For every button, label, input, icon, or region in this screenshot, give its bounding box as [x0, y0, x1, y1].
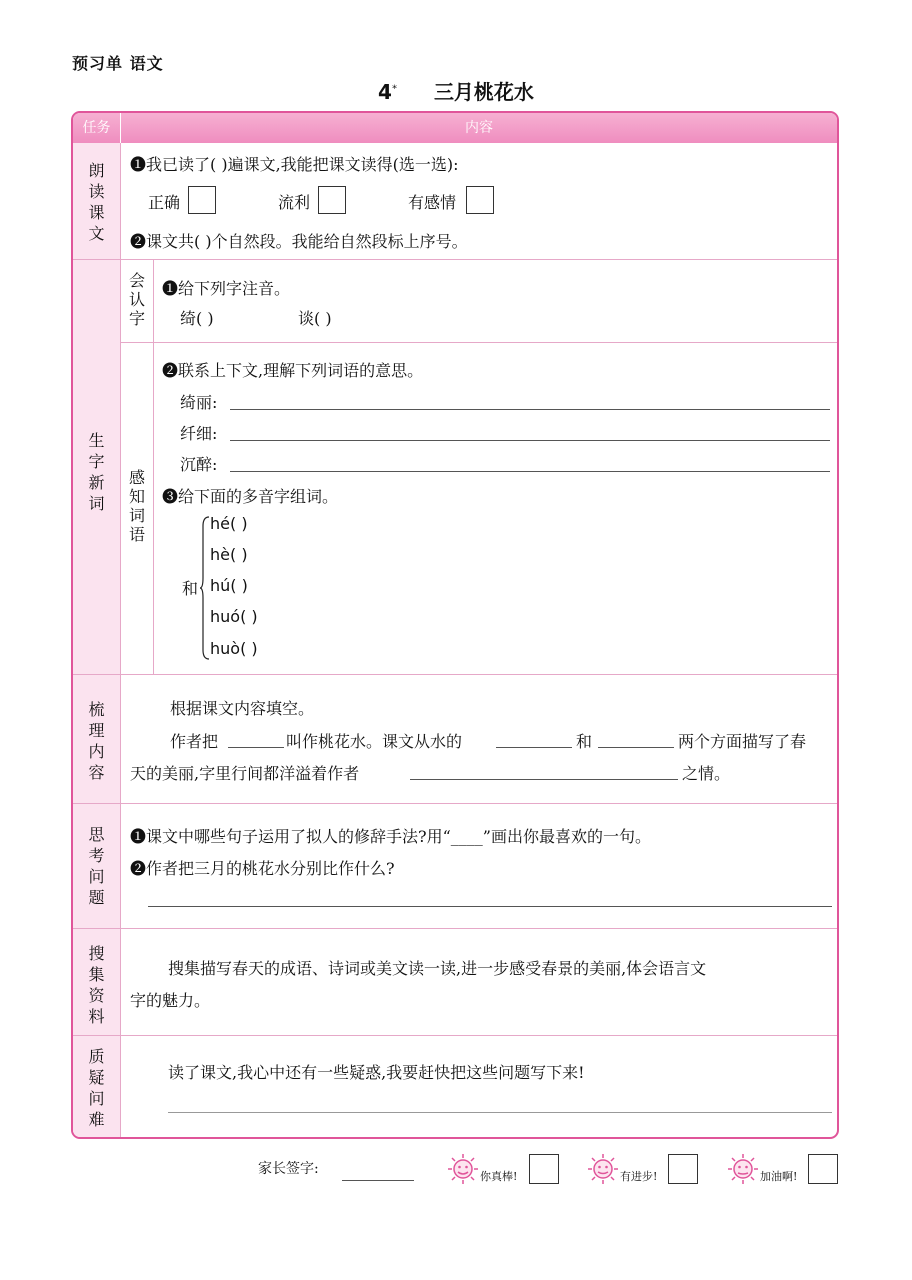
sort-line3-part2: 之情。: [682, 764, 731, 783]
smiley-sun-icon: [586, 1152, 620, 1186]
column-header-task: 任务: [73, 113, 121, 143]
word-chenzui-line[interactable]: [230, 471, 830, 472]
question-answer-line[interactable]: [168, 1112, 832, 1113]
task-label-reading: 朗 读 课 文: [88, 161, 105, 243]
sublabel-perceive: 感 知 词 语: [128, 468, 145, 544]
reading-question-1: ❶我已读了( )遍课文,我能把课文读得(选一选):: [130, 155, 459, 174]
blank-aspect-2[interactable]: [598, 747, 674, 748]
collect-line1: 搜集描写春天的成语、诗词或美文读一读,进一步感受春景的美丽,体会语言文: [168, 959, 707, 978]
reading-huo2[interactable]: huó( ): [210, 607, 258, 626]
option-emotion-label: 有感情: [408, 193, 457, 212]
reading-hu2[interactable]: hú( ): [210, 576, 248, 595]
sublabel-recognize: 会 认 字: [128, 271, 145, 328]
polyphone-char: 和: [182, 579, 199, 598]
worksheet-table: [71, 111, 839, 1139]
option-correct-label: 正确: [148, 193, 181, 212]
meaning-question: ❷联系上下文,理解下列词语的意思。: [162, 361, 424, 380]
sort-line2-part1: 作者把: [170, 732, 219, 751]
task-label-question: 质 疑 问 难: [88, 1047, 105, 1129]
word-xianxi: 纤细:: [180, 424, 218, 443]
blank-feeling[interactable]: [410, 779, 678, 780]
blank-name[interactable]: [228, 747, 284, 748]
rating-cheer-box[interactable]: [808, 1154, 838, 1184]
sort-line2-part2: 叫作桃花水。课文从水的: [286, 732, 463, 751]
sort-line2-part4: 两个方面描写了春: [678, 732, 807, 751]
reading-huo4[interactable]: huò( ): [210, 639, 258, 658]
word-qili: 绮丽:: [180, 393, 218, 412]
smiley-sun-icon: [446, 1152, 480, 1186]
column-header-content: 内容: [121, 113, 837, 143]
blank-aspect-1[interactable]: [496, 747, 572, 748]
sort-line3-part1: 天的美丽,字里行间都洋溢着作者: [130, 764, 360, 783]
rating-great-label: 你真棒!: [480, 1170, 518, 1183]
pinyin-question: ❶给下列字注音。: [162, 279, 291, 298]
sort-line2-part3: 和: [576, 732, 593, 751]
rating-progress-box[interactable]: [668, 1154, 698, 1184]
sort-instruction: 根据课文内容填空。: [170, 699, 315, 718]
pinyin-item-qi[interactable]: 绮( ): [180, 309, 214, 328]
reading-he2[interactable]: hé( ): [210, 514, 248, 533]
lesson-name: 三月桃花水: [433, 80, 534, 104]
task-label-collect: 搜 集 资 料: [88, 944, 105, 1026]
task-label-sort: 梳 理 内 容: [88, 700, 105, 782]
option-fluent-box[interactable]: [318, 186, 346, 214]
lesson-title: [0, 76, 912, 105]
parent-sign-line[interactable]: [342, 1180, 414, 1181]
collect-line2: 字的魅力。: [130, 991, 211, 1010]
polyphone-question: ❸给下面的多音字组词。: [162, 487, 339, 506]
question-line1: 读了课文,我心中还有一些疑惑,我要赶快把这些问题写下来!: [168, 1063, 585, 1082]
thinking-answer-line[interactable]: [148, 906, 832, 907]
rating-progress-label: 有进步!: [620, 1170, 658, 1183]
rating-great-box[interactable]: [529, 1154, 559, 1184]
pinyin-item-tan[interactable]: 谈( ): [298, 309, 332, 328]
thinking-question-2: ❷作者把三月的桃花水分别比作什么?: [130, 859, 395, 878]
word-chenzui: 沉醉:: [180, 455, 218, 474]
word-qili-line[interactable]: [230, 409, 830, 410]
reading-question-2: ❷课文共( )个自然段。我能给自然段标上序号。: [130, 232, 468, 251]
option-emotion-box[interactable]: [466, 186, 494, 214]
task-label-new-words: 生 字 新 词: [88, 431, 105, 513]
option-fluent-label: 流利: [278, 193, 311, 212]
smiley-sun-icon: [726, 1152, 760, 1186]
option-correct-box[interactable]: [188, 186, 216, 214]
lesson-number: 4*: [378, 80, 397, 104]
brace-icon: [200, 516, 210, 660]
thinking-question-1: ❶课文中哪些句子运用了拟人的修辞手法?用“____”画出你最喜欢的一句。: [130, 827, 651, 846]
subject-header: 预习单 语文: [72, 54, 164, 73]
word-xianxi-line[interactable]: [230, 440, 830, 441]
rating-cheer-label: 加油啊!: [760, 1170, 798, 1183]
parent-sign-label: 家长签字:: [258, 1161, 319, 1177]
task-label-thinking: 思 考 问 题: [88, 825, 105, 907]
reading-he4[interactable]: hè( ): [210, 545, 248, 564]
